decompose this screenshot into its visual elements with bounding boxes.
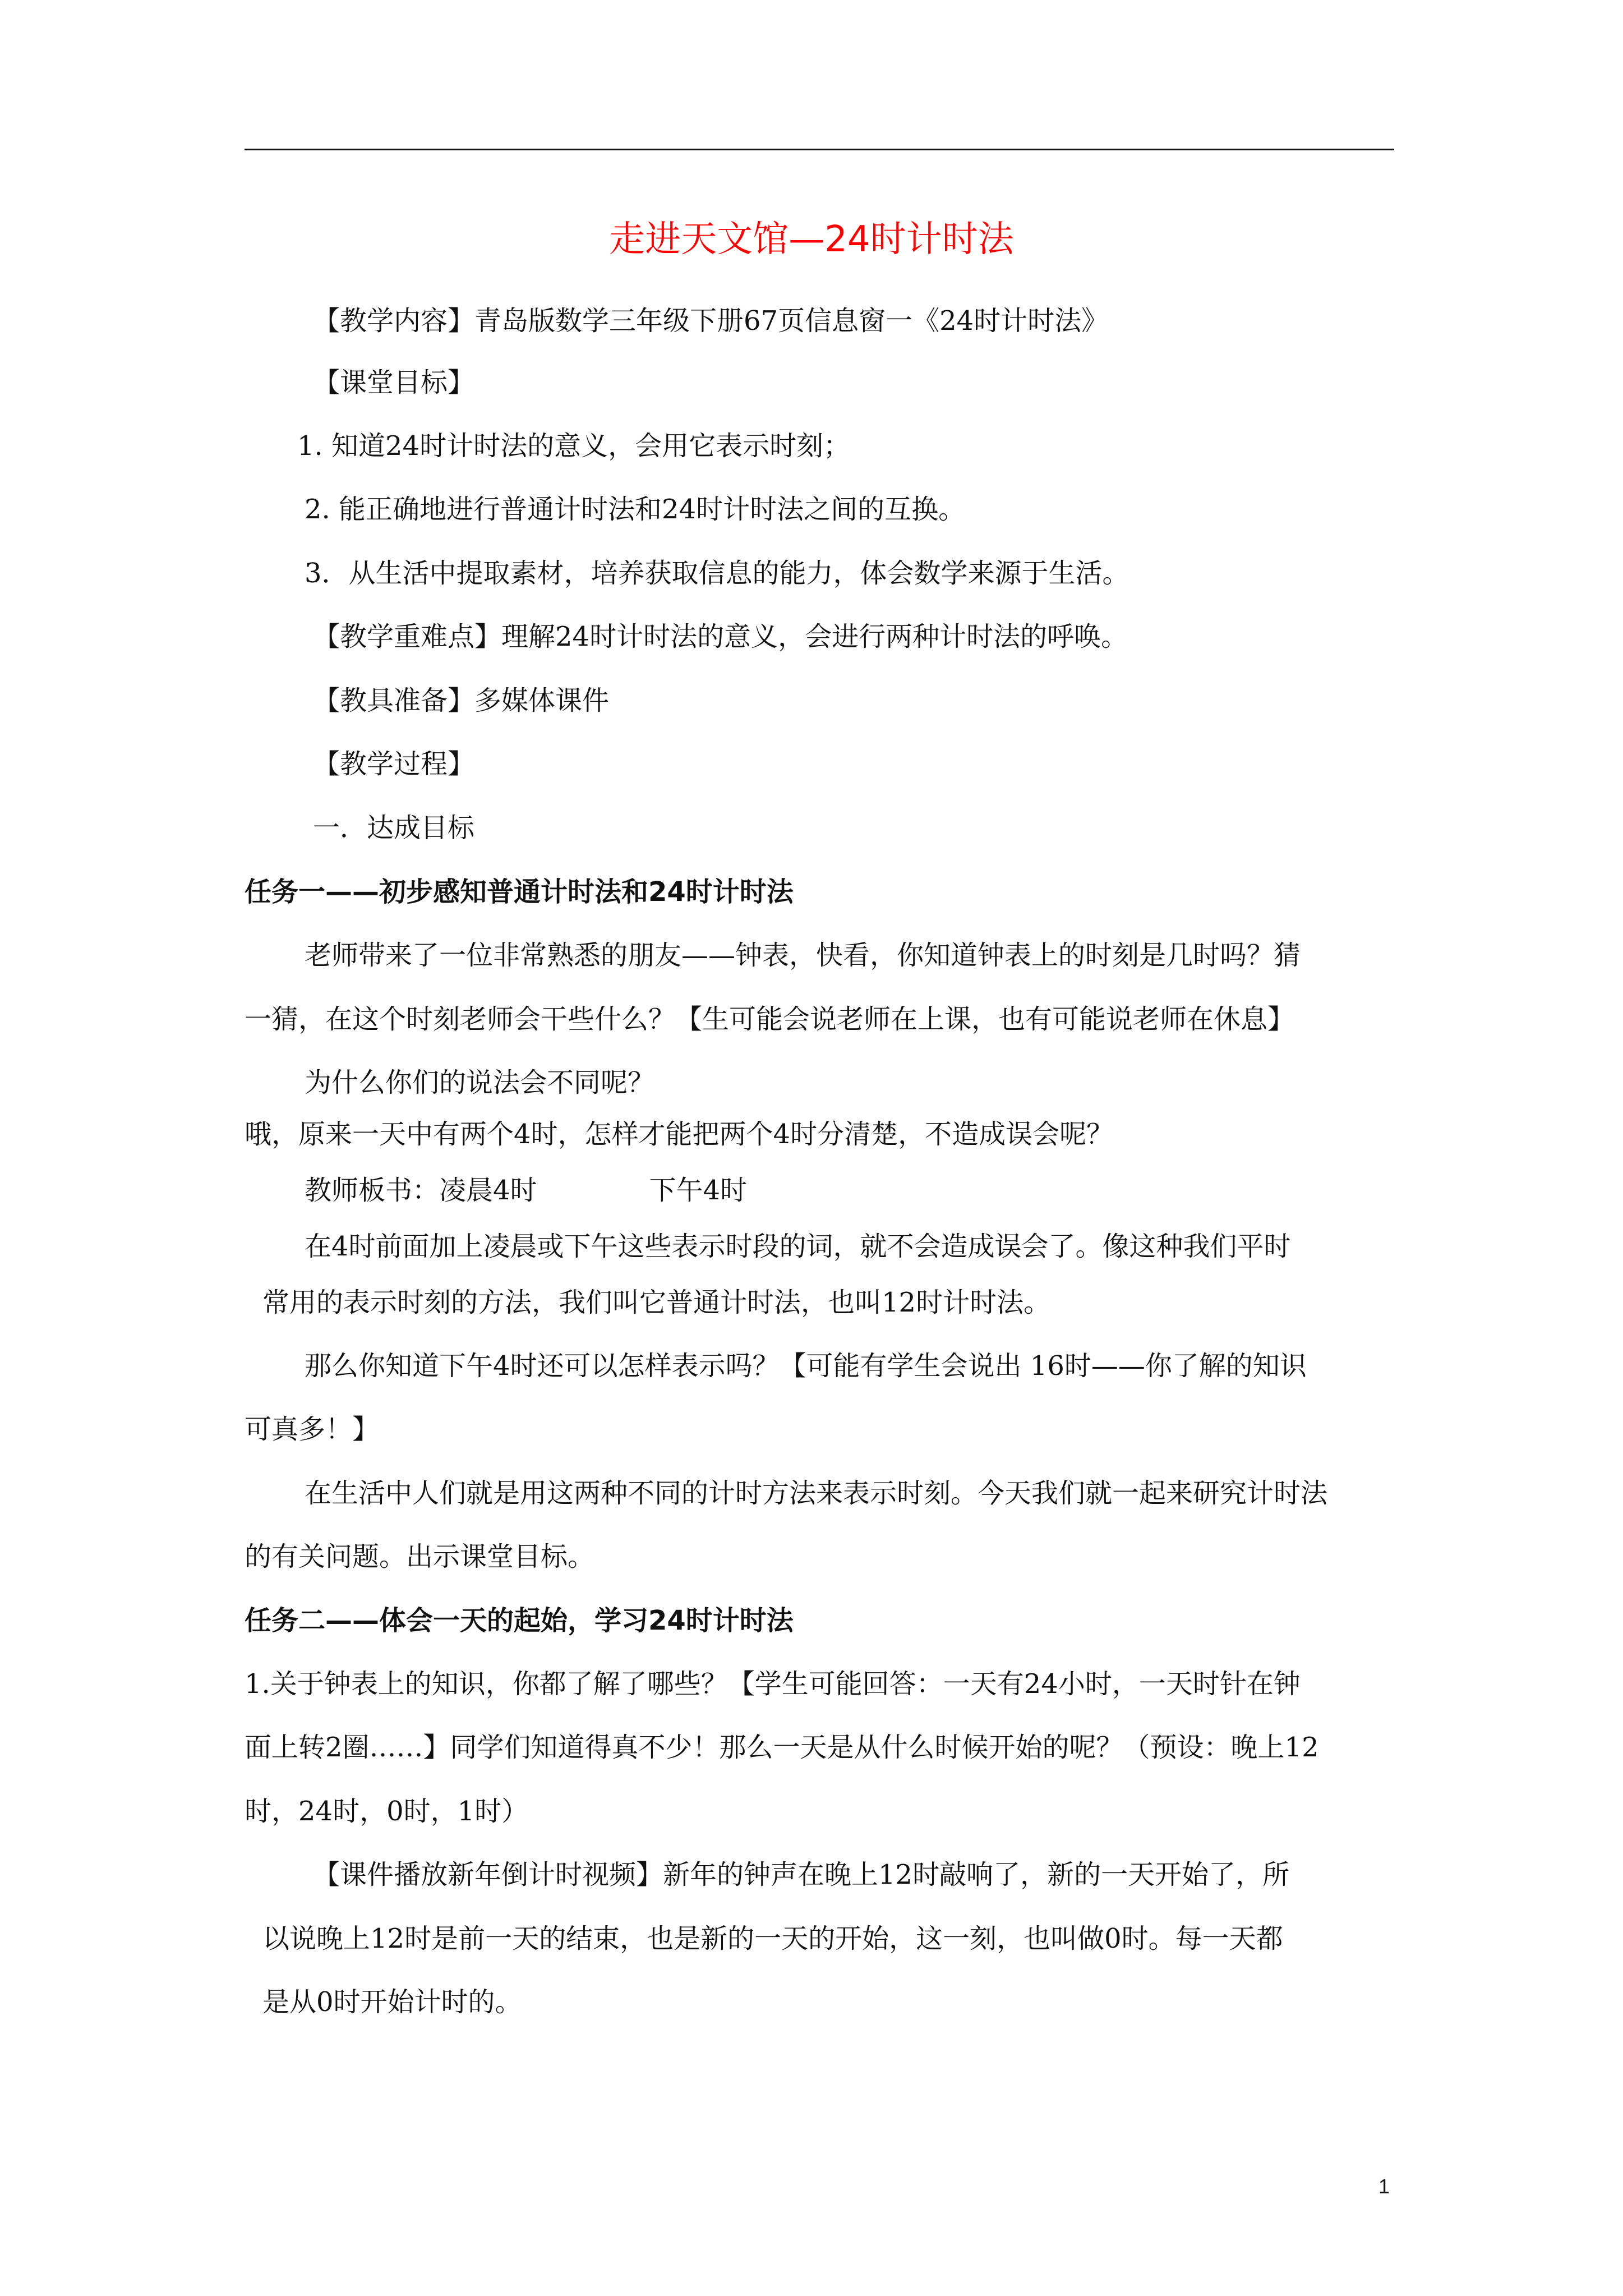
goal-item-1: 1. 知道24时计时法的意义，会用它表示时刻； [297, 430, 851, 462]
keypoints: 【教学重难点】理解24时计时法的意义，会进行两种计时法的呼唤。 [313, 621, 1128, 652]
task1-question: 为什么你们的说法会不同呢？ [305, 1067, 655, 1098]
task1-paragraph: 在4时前面加上凌晨或下午这些表示时段的词，就不会造成误会了。像这种我们平时 [305, 1231, 1291, 1262]
task1-paragraph: 哦，原来一天中有两个4时，怎样才能把两个4时分清楚，不造成误会呢？ [245, 1119, 1114, 1150]
goals-heading: 【课堂目标】 [313, 367, 475, 398]
board-note-left: 教师板书：凌晨4时 [305, 1175, 537, 1206]
process-heading: 【教学过程】 [313, 748, 475, 780]
task2-paragraph: 【课件播放新年倒计时视频】新年的钟声在晚上12时敲响了，新的一天开始了，所 [313, 1859, 1290, 1890]
task2-paragraph: 面上转2圈……】同学们知道得真不少！那么一天是从什么时候开始的呢？（预设：晚上12 [245, 1732, 1319, 1763]
goal-item-2: 2. 能正确地进行普通计时法和24时计时法之间的互换。 [305, 494, 966, 525]
task2-paragraph: 时，24时，0时，1时） [245, 1796, 529, 1827]
task1-paragraph: 可真多！】 [245, 1414, 380, 1445]
task2-paragraph: 以说晚上12时是前一天的结束，也是新的一天的开始，这一刻，也叫做0时。每一天都 [262, 1923, 1283, 1954]
task1-heading: 任务一——初步感知普通计时法和24时计时法 [245, 876, 794, 908]
task1-paragraph: 常用的表示时刻的方法，我们叫它普通计时法，也叫12时计时法。 [262, 1287, 1051, 1318]
document-title: 走进天文馆—24时计时法 [609, 219, 1014, 260]
board-note [305, 1172, 747, 1208]
task1-paragraph: 在生活中人们就是用这两种不同的计时方法来表示时刻。今天我们就一起来研究计时法 [305, 1478, 1328, 1509]
header-rule [245, 149, 1394, 150]
task1-paragraph: 一猜，在这个时刻老师会干些什么？【生可能会说老师在上课，也有可能说老师在休息】 [245, 1004, 1295, 1035]
task1-paragraph: 老师带来了一位非常熟悉的朋友——钟表，快看，你知道钟表上的时刻是几时吗？猜 [305, 940, 1301, 971]
teaching-tools: 【教具准备】多媒体课件 [313, 685, 610, 716]
board-note-right: 下午4时 [649, 1175, 748, 1206]
task1-paragraph: 那么你知道下午4时还可以怎样表示吗？【可能有学生会说出 16时——你了解的知识 [305, 1350, 1307, 1382]
teaching-content: 【教学内容】青岛版数学三年级下册67页信息窗一《24时计时法》 [313, 305, 1109, 337]
task2-heading: 任务二——体会一天的起始，学习24时计时法 [245, 1605, 794, 1636]
task1-paragraph: 的有关问题。出示课堂目标。 [245, 1541, 595, 1572]
task2-paragraph: 是从0时开始计时的。 [262, 1986, 522, 2018]
page-number: 1 [1378, 2175, 1390, 2198]
step-heading: 一．达成目标 [313, 812, 475, 844]
task2-paragraph: 1.关于钟表上的知识，你都了解了哪些？【学生可能回答：一天有24小时，一天时针在钟 [245, 1668, 1301, 1700]
goal-item-3: 3．从生活中提取素材，培养获取信息的能力，体会数学来源于生活。 [305, 558, 1129, 589]
